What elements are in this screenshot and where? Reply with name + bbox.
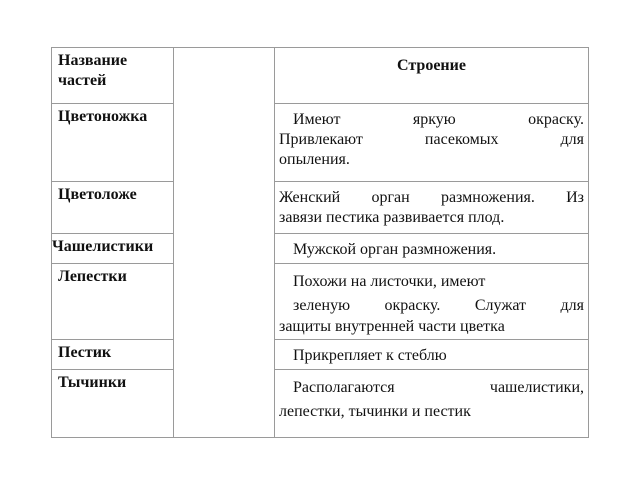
part-name-cell — [52, 370, 174, 438]
description-cell — [275, 370, 589, 438]
description-line: зеленую окраску. Служат для — [293, 297, 584, 314]
table-row — [52, 340, 589, 370]
table-row — [52, 104, 589, 182]
part-name: Чашелистики — [52, 238, 154, 255]
part-name: Тычинки — [58, 374, 127, 391]
description-line: опыления. — [279, 151, 350, 168]
header-parts-cell — [52, 48, 174, 104]
part-name: Лепестки — [58, 268, 127, 285]
header-structure-label: Строение — [397, 57, 466, 74]
part-name: Цветоложе — [58, 186, 137, 203]
table-header-row — [52, 48, 589, 104]
description-line: Прикрепляет к стеблю — [293, 347, 447, 364]
description-line: защиты внутренней части цветка — [279, 318, 505, 335]
part-name-cell — [52, 234, 174, 264]
description-line: Женский орган размножения. Из — [279, 189, 584, 206]
description-line: Располагаются чашелистики, — [293, 379, 584, 396]
blank-middle-column — [174, 48, 275, 438]
description-line: Похожи на листочки, имеют — [293, 273, 486, 290]
description-cell — [275, 182, 589, 234]
part-name-cell — [52, 182, 174, 234]
table-row — [52, 370, 589, 438]
description-line: Привлекают пасекомых для — [279, 131, 584, 148]
header-parts-label: Название частей — [58, 52, 128, 89]
table-row — [52, 234, 589, 264]
description-line: лепестки, тычинки и пестик — [279, 403, 471, 420]
description-cell — [275, 264, 589, 340]
description-line: Имеют яркую окраску. — [293, 111, 584, 128]
description-cell — [275, 104, 589, 182]
description-cell — [275, 234, 589, 264]
part-name-cell — [52, 340, 174, 370]
description-cell — [275, 340, 589, 370]
description-line: Мужской орган размножения. — [293, 241, 497, 258]
part-name-cell — [52, 264, 174, 340]
description-line: завязи пестика развивается плод. — [279, 209, 505, 226]
table-row — [52, 264, 589, 340]
table-row — [52, 182, 589, 234]
header-structure-cell — [275, 48, 589, 104]
flower-parts-table-sheet — [51, 47, 588, 437]
part-name: Цветоножка — [58, 108, 148, 125]
part-name-cell — [52, 104, 174, 182]
part-name: Пестик — [58, 344, 112, 361]
flower-parts-table — [51, 47, 589, 438]
